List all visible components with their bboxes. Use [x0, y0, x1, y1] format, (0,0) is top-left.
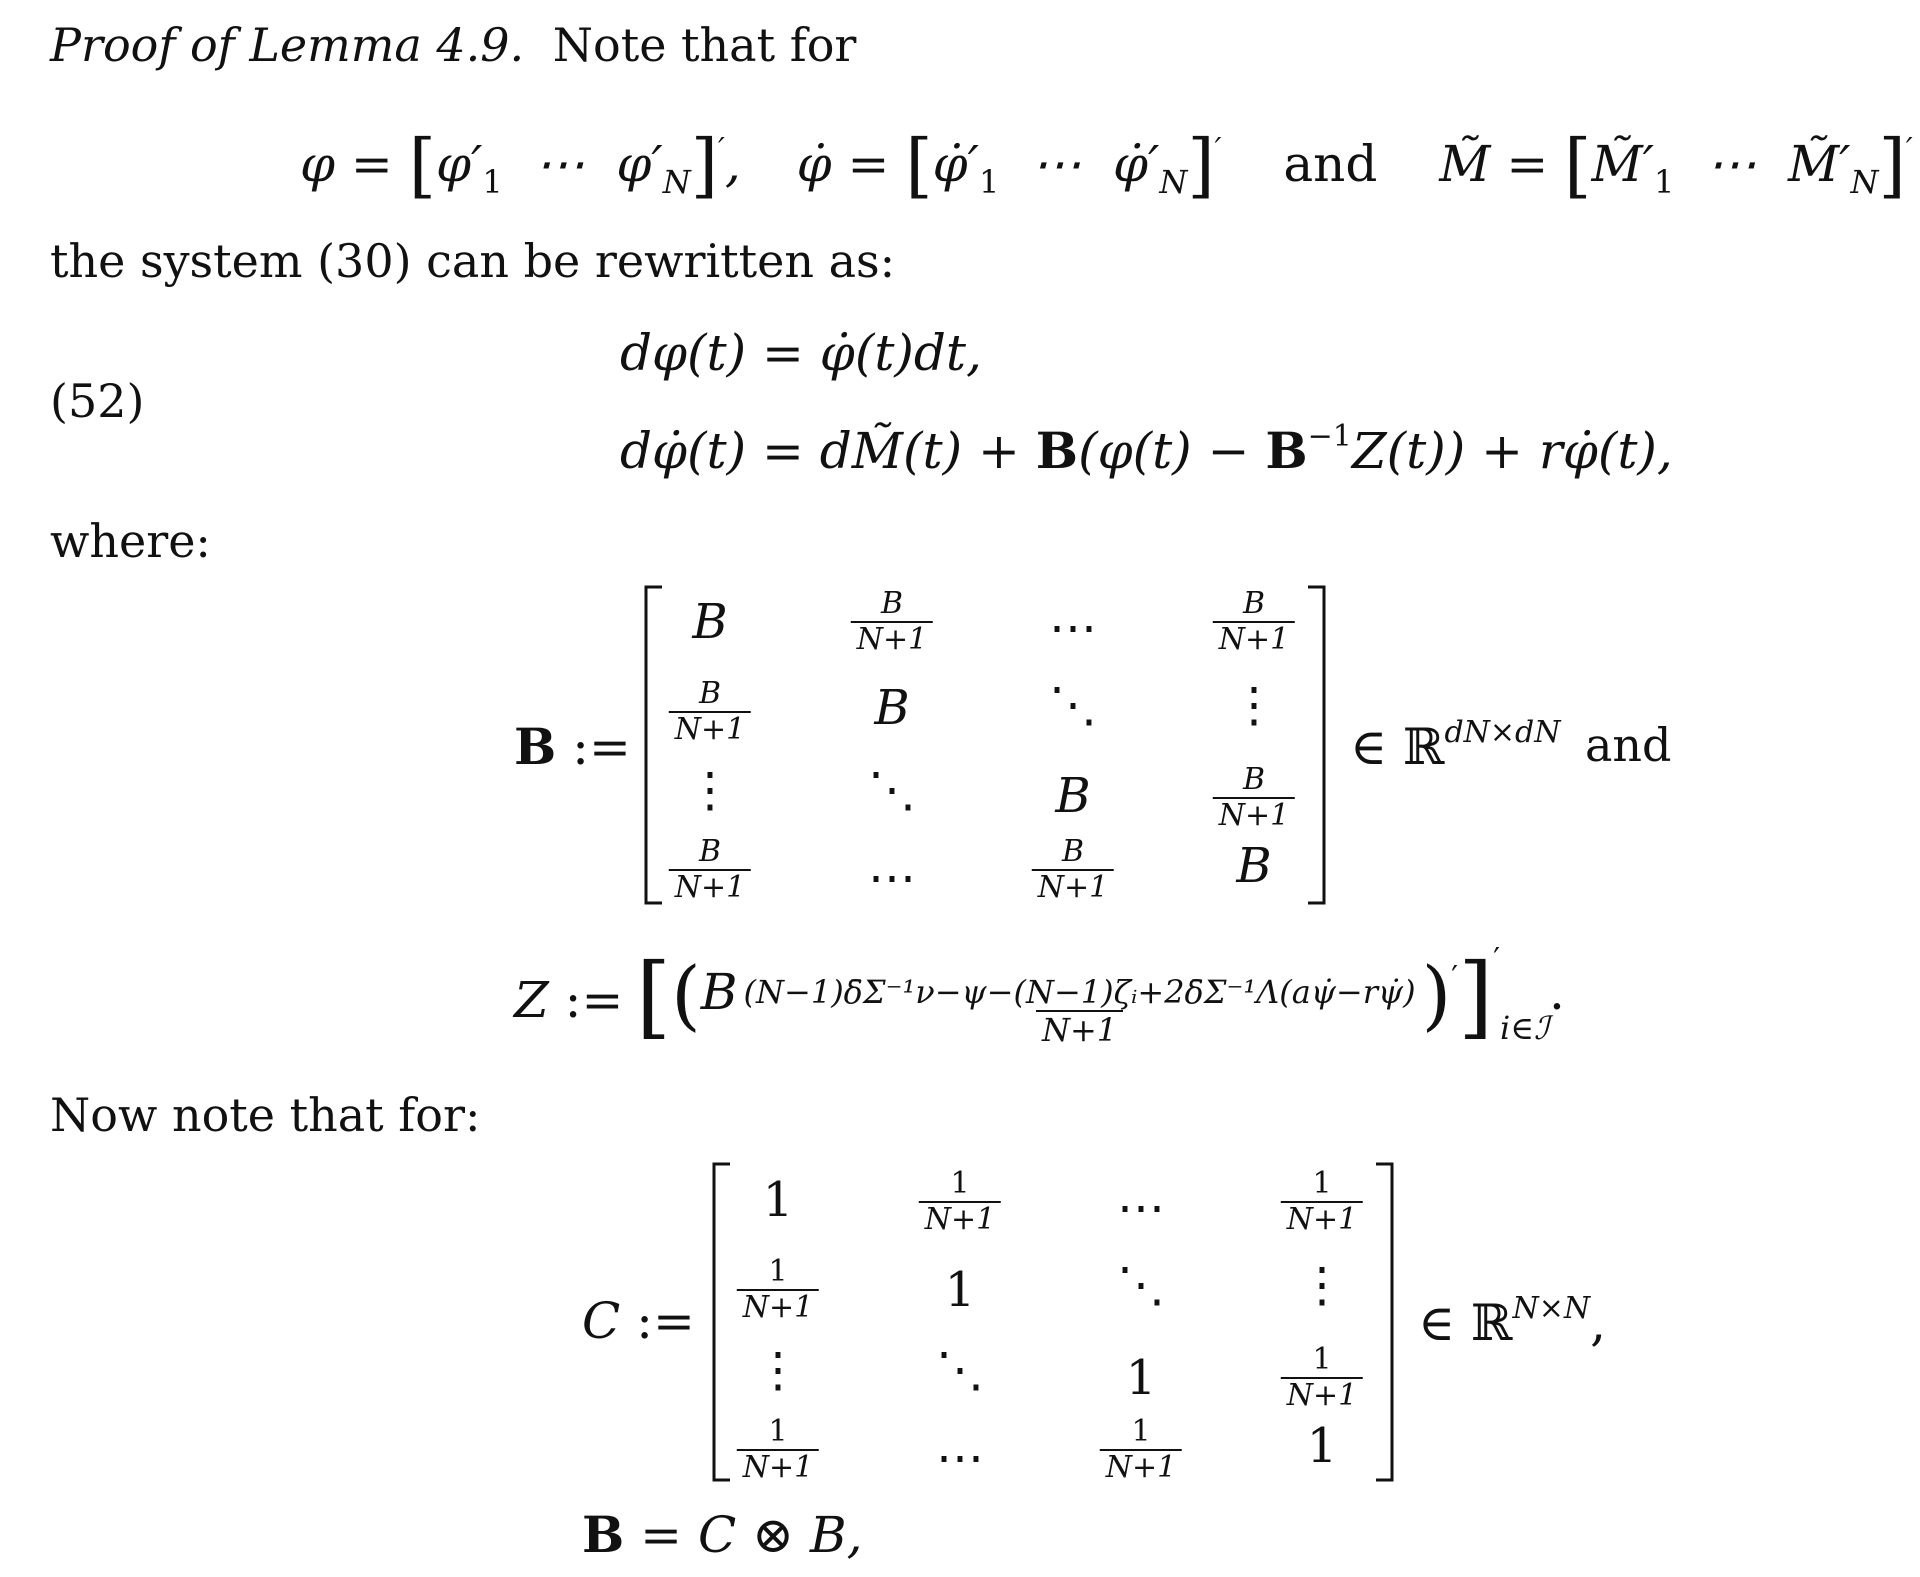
- matrix-b-lhs: B :=: [514, 717, 631, 776]
- matrix-b-cell: $\frac{B}{N+1}$: [669, 837, 751, 903]
- matrix-b-cell: $\frac{B}{N+1}$: [669, 679, 751, 745]
- proof-header: [50, 18, 857, 72]
- matrix-c-cell: 1: [1125, 1350, 1157, 1406]
- matrix-b-cell: ⋮: [1230, 677, 1278, 733]
- equation-1: dφ(t) = φ̇(t)dt,: [620, 324, 982, 382]
- kronecker-line: B = C ⊗ B,: [582, 1505, 863, 1564]
- intro-text: Note that for: [552, 18, 857, 72]
- matrix-b-cell: $\frac{B}{N+1}$: [1213, 589, 1295, 655]
- z-numerator: (N−1)δ̄Σ⁻¹ν−ψ−(N−1)ζᵢ+2δ̄Σ⁻¹Λ(aψ̇−rψ̇): [743, 973, 1416, 1011]
- matrix-c-cell: ⋱: [1117, 1257, 1165, 1313]
- mtilde-definition: M̃ = [$M̃'_1$ ⋯ $M̃'_N]'$: [1439, 124, 1913, 206]
- z-index: i∈ℐ: [1500, 1009, 1549, 1047]
- matrix-b-left-bracket: [640, 585, 670, 905]
- matrix-c-cell: ⋯: [1117, 1180, 1165, 1236]
- rewritten-text: the system (30) can be rewritten as:: [50, 234, 896, 288]
- equation-number: (52): [50, 374, 145, 428]
- matrix-c-cell: 1: [762, 1172, 794, 1228]
- and-text: and: [1283, 135, 1378, 193]
- vectors-line: [300, 124, 1913, 206]
- matrix-c-cell: 1: [944, 1262, 976, 1318]
- matrix-c-left-bracket: [708, 1162, 738, 1482]
- matrix-b-domain: ∈ ℝ$^{dN\times dN}$: [1350, 715, 1561, 776]
- matrix-c-cell: $\frac{1}{N+1}$: [737, 1417, 819, 1483]
- matrix-b-cell: ⋮: [686, 762, 734, 818]
- matrix-c-domain: ∈ ℝ$^{N\times N}$,: [1418, 1291, 1607, 1352]
- matrix-c-cell: $\frac{1}{N+1}$: [919, 1169, 1001, 1235]
- now-note-text: Now note that for:: [50, 1088, 481, 1142]
- where-text: where:: [50, 514, 211, 568]
- matrix-c-cell: $\frac{1}{N+1}$: [1100, 1417, 1182, 1483]
- z-lhs: Z :=: [514, 971, 624, 1029]
- matrix-b-cell: B: [1236, 838, 1272, 894]
- matrix-b-cell: B: [874, 680, 910, 736]
- phi-definition: $\varphi = [\varphi'_1$ ⋯ $\varphi'_N]'$,: [300, 124, 741, 206]
- matrix-c-lhs: C :=: [582, 1292, 695, 1350]
- matrix-b-cell: ⋯: [1049, 600, 1097, 656]
- matrix-c-cell: 1: [1306, 1418, 1338, 1474]
- matrix-c-right-bracket: [1370, 1162, 1400, 1482]
- matrix-b-cell: B: [1055, 768, 1091, 824]
- matrix-c-cell: ⋮: [754, 1342, 802, 1398]
- matrix-b-cell: B: [692, 594, 728, 650]
- matrix-c-cell: ⋱: [936, 1342, 984, 1398]
- z-definition: [(B $\frac{\text{(N−1)δ̄Σ⁻¹ν−ψ−(N−1)ζᵢ+2δ̄Σ⁻¹Λ(aψ̇−rψ̇)}}{N+1}$ )$']'_{i\in ℐ}$.: [636, 942, 1565, 1049]
- matrix-c-cell: $\frac{1}{N+1}$: [1281, 1345, 1363, 1411]
- matrix-b-cell: ⋱: [1049, 677, 1097, 733]
- matrix-b-cell: $\frac{B}{N+1}$: [1213, 765, 1295, 831]
- z-denominator: N+1: [1036, 1010, 1123, 1046]
- matrix-b-cell: ⋱: [868, 762, 916, 818]
- equation-2: dφ̇(t) = dM̃(t) + $B(\varphi(t) - B^{-1}Z(t))$ + rφ̇(t),: [620, 419, 1673, 480]
- matrix-b-cell: $\frac{B}{N+1}$: [1032, 837, 1114, 903]
- matrix-c-cell: $\frac{1}{N+1}$: [1281, 1169, 1363, 1235]
- matrix-b-cell: ⋯: [868, 850, 916, 906]
- matrix-c-cell: ⋮: [1298, 1257, 1346, 1313]
- matrix-c-cell: $\frac{1}{N+1}$: [737, 1257, 819, 1323]
- matrix-b-right-bracket: [1302, 585, 1332, 905]
- proof-heading: Proof of Lemma 4.9.: [50, 18, 525, 72]
- phidot-definition: φ̇ = [$\varphi̇'_1$ ⋯ $\varphi̇'_N]'$: [796, 124, 1222, 206]
- matrix-c-cell: ⋯: [936, 1430, 984, 1486]
- and-text-2: and: [1585, 718, 1672, 772]
- matrix-b-cell: $\frac{B}{N+1}$: [851, 589, 933, 655]
